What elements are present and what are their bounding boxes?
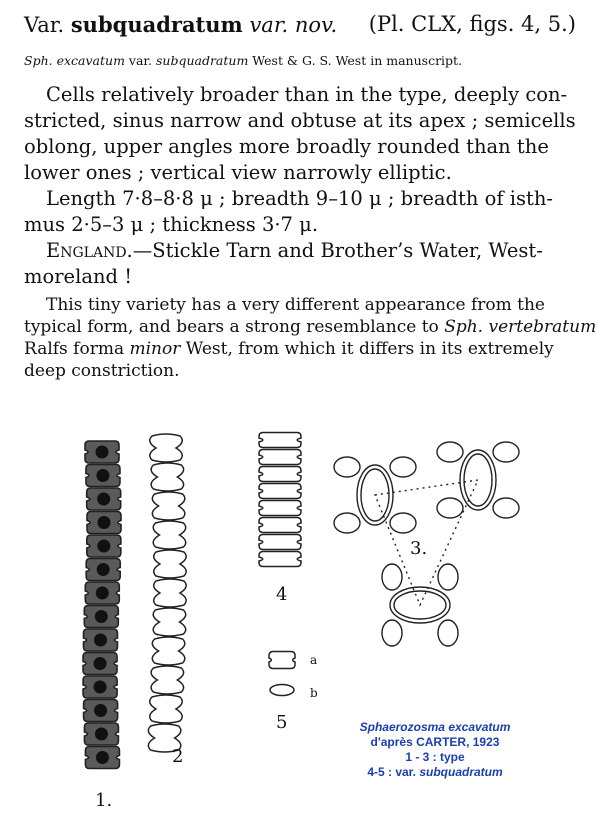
plate-reference: (Pl. CLX, figs. 4, 5.) (368, 12, 576, 36)
description-line: Cells relatively broader than in the type, deeply con- (46, 83, 568, 106)
remark-line: This tiny variety has a very different appearance from the (46, 295, 545, 315)
heading-status: var. nov. (249, 13, 338, 37)
fig3-lobe (437, 442, 463, 462)
remark-text: Ralfs forma (24, 339, 130, 359)
heading-prefix: Var. (24, 13, 65, 37)
fig5a-cell (269, 652, 295, 669)
fig3-view (437, 442, 519, 518)
heading-name: subquadratum (70, 12, 243, 37)
caption-source: d'après CARTER, 1923 (370, 735, 500, 749)
species-heading (24, 12, 584, 37)
fig2-cell (152, 492, 185, 520)
caption-species: Sphaerozosma excavatum (359, 720, 511, 734)
fig4-cell (259, 467, 301, 482)
fig4-cell (259, 552, 301, 567)
figure-4-chain (259, 433, 301, 567)
locality-line-2: moreland ! (24, 265, 133, 288)
description-paragraph (24, 82, 584, 186)
synonym-line (24, 53, 462, 68)
fig4-cell (259, 535, 301, 550)
fig1-nucleus (97, 493, 110, 506)
fig1-nucleus (95, 610, 108, 623)
synonym-genus: Sph. (24, 53, 53, 68)
fig1-nucleus (95, 728, 108, 741)
synonym-var-word: var. (128, 53, 152, 68)
fig1-nucleus (97, 516, 110, 529)
remark-text: typical form, and bears a strong resemblance to (24, 317, 445, 337)
locality-paragraph (24, 238, 584, 290)
fig5b-cell (270, 685, 294, 696)
description-line: oblong, upper angles more broadly rounded than the (24, 135, 549, 158)
figure-label-1: 1. (95, 790, 113, 811)
fig3-lobe (493, 498, 519, 518)
fig1-nucleus (96, 446, 109, 459)
fig2-cell (151, 463, 184, 491)
fig2-cell (150, 434, 183, 462)
fig3-lobe (334, 513, 360, 533)
fig4-cell (259, 484, 301, 499)
fig1-nucleus (96, 469, 109, 482)
fig2-cell (154, 579, 187, 607)
fig3-inner-ellipse (464, 454, 492, 506)
remark-text: West, from which it differs in its extremely (180, 339, 554, 359)
figure-label-4: 4 (276, 584, 288, 605)
description-line: lower ones ; vertical view narrowly elliptic. (24, 161, 452, 184)
remark-line: deep constriction. (24, 361, 180, 381)
fig3-lobe (390, 513, 416, 533)
locality-places: —Stickle Tarn and Brother’s Water, West- (132, 239, 543, 262)
caption-variety-prefix: 4-5 : var. (367, 765, 420, 779)
measurement-line: mus 2·5–3 μ ; thickness 3·7 μ. (24, 213, 319, 236)
fig1-nucleus (97, 563, 110, 576)
caption-variety-name: subquadratum (419, 765, 503, 779)
fig3-lobe (438, 620, 458, 646)
fig3-lobe (438, 564, 458, 590)
caption-type: 1 - 3 : type (405, 750, 465, 764)
figure-label-2: 2 (172, 746, 184, 767)
figure-label-a: a (310, 653, 318, 667)
fig2-cell (154, 550, 187, 578)
measurements-paragraph (24, 186, 584, 238)
synonym-authors: West & G. S. West in manuscript. (252, 53, 463, 68)
fig2-cell (152, 637, 185, 665)
remark-taxon: Sph. vertebratum (444, 317, 597, 337)
fig2-cell (151, 666, 184, 694)
fig1-nucleus (94, 634, 107, 647)
caption-variety-line (320, 765, 550, 780)
fig3-central-ellipse (460, 450, 496, 510)
remark-line (24, 316, 597, 338)
fig4-cell (259, 433, 301, 448)
fig2-cell (150, 695, 183, 723)
fig4-cell (259, 450, 301, 465)
remark-line (24, 338, 584, 360)
fig1-nucleus (94, 657, 107, 670)
fig3-lobe (493, 442, 519, 462)
fig3-lobe (382, 620, 402, 646)
remark-paragraph (24, 294, 597, 382)
fig3-lobe (334, 457, 360, 477)
fig3-lobe (437, 498, 463, 518)
figure-label-b: b (310, 686, 318, 700)
figure-5-cells (269, 652, 295, 696)
fig3-lobe (382, 564, 402, 590)
fig4-cell (259, 518, 301, 533)
fig1-nucleus (97, 540, 110, 553)
description-line: stricted, sinus narrow and obtuse at its apex ; semicells (24, 109, 576, 132)
fig1-nucleus (96, 751, 109, 764)
figure-label-3: 3. (410, 538, 428, 559)
locality-country: England. (46, 239, 133, 262)
synonym-species: excavatum (56, 53, 125, 68)
figure-1-chain (83, 441, 121, 769)
fig1-nucleus (94, 681, 107, 694)
figure-label-5: 5 (276, 712, 288, 733)
synonym-var-name: subquadratum (155, 53, 249, 68)
remark-forma: minor (129, 339, 181, 359)
locality-line (24, 238, 584, 264)
fig1-nucleus (94, 704, 107, 717)
fig3-lobe (390, 457, 416, 477)
fig2-cell (153, 608, 186, 636)
fig1-nucleus (96, 587, 109, 600)
fig4-cell (259, 501, 301, 516)
figure-2-chain (148, 434, 186, 752)
fig2-cell (153, 521, 186, 549)
measurement-line: Length 7·8–8·8 μ ; breadth 9–10 μ ; breadth of isth- (46, 187, 554, 210)
figure-caption (320, 720, 550, 780)
